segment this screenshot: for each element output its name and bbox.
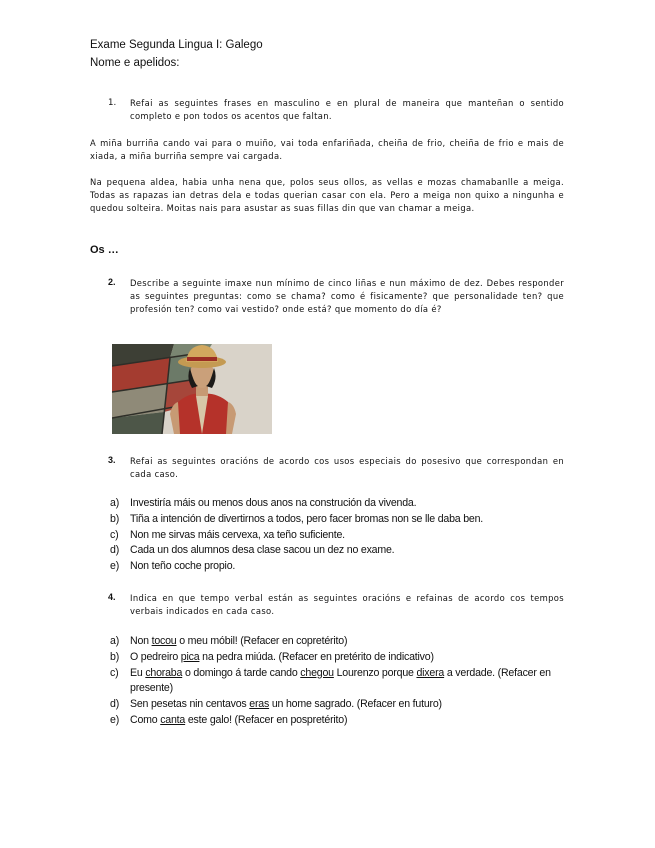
text-before: Non bbox=[130, 635, 152, 647]
underlined-verb: choraba bbox=[145, 666, 183, 679]
item-marker: d) bbox=[110, 544, 120, 557]
text-after: o meu móbil! (Refacer en copretérito) bbox=[176, 635, 348, 647]
item-marker: c) bbox=[110, 666, 119, 679]
list-item bbox=[110, 559, 566, 575]
underlined-verb: tocou bbox=[151, 635, 177, 647]
q1-answer-start: Os … bbox=[90, 244, 119, 256]
list-item bbox=[110, 666, 566, 698]
text-before: Sen pesetas nin centavos bbox=[130, 698, 250, 711]
item-text: Tiña a intención de divertirnos a todos, pero facer bromas non se lle daba ben. bbox=[130, 512, 484, 525]
underlined-verb: chegou bbox=[300, 666, 334, 679]
q4-sentence-list bbox=[110, 634, 566, 729]
item-text: Non me sirvas máis cervexa, xa teño suficiente. bbox=[130, 528, 345, 541]
q3-number: 3. bbox=[108, 455, 116, 465]
item-marker: c) bbox=[110, 528, 119, 541]
item-marker: a) bbox=[110, 497, 120, 509]
q4-instruction: Indica en que tempo verbal están as seguintes oracións e refainas de acordo cos tempos verbais indicados en cada caso. bbox=[130, 593, 564, 616]
item-marker: e) bbox=[110, 560, 120, 573]
q4-number: 4. bbox=[108, 592, 116, 602]
underlined-verb: eras bbox=[249, 698, 270, 711]
text-after: a verdade. (Refacer en presente) bbox=[130, 666, 551, 695]
exam-header bbox=[90, 36, 263, 72]
text-before: Como bbox=[130, 713, 161, 726]
text-after: este galo! (Refacer en pospretérito) bbox=[185, 713, 348, 726]
item-text: Investiría máis ou menos dous anos na construción da vivenda. bbox=[130, 497, 417, 509]
q2-number: 2. bbox=[108, 277, 116, 287]
q1-number: 1. bbox=[108, 98, 117, 108]
item-marker: e) bbox=[110, 713, 120, 726]
q2-instruction: Describe a seguinte imaxe nun mínimo de cinco liñas e nun máximo de dez. Debes responder as seguintes preguntas: como se chama? como é fisicamente? que personalidade ten? que profesión ten? como vai vestido? onde está? que momento do día é? bbox=[130, 278, 564, 314]
exam-title: Exame Segunda Lingua I: Galego bbox=[90, 39, 263, 51]
q3-instruction: Refai as seguintes oracións de acordo cos usos especiais do posesivo que correspondan en cada caso. bbox=[130, 456, 564, 479]
item-marker: b) bbox=[110, 512, 120, 525]
text-before: Eu bbox=[130, 666, 146, 679]
underlined-verb: dixera bbox=[416, 666, 445, 679]
item-marker: b) bbox=[110, 650, 120, 663]
q1-paragraph-2: Na pequena aldea, habia unha nena que, polos seus ollos, as vellas e mozas chamabanlle a meiga. Todas as rapazas ian detras dela e todas querian casar con ela. Pero a meiga non quixo a ningunha e quedou solteira. Moitas nais para asustar as suas fillas din que van chamar a meiga. bbox=[90, 177, 564, 213]
item-marker: d) bbox=[110, 698, 120, 711]
text-middle: o domingo á tarde cando bbox=[182, 666, 301, 679]
list-item bbox=[110, 634, 566, 650]
list-item bbox=[110, 697, 566, 713]
list-item bbox=[110, 650, 566, 666]
item-marker: a) bbox=[110, 635, 120, 647]
q1-paragraph-1: A miña burriña cando vai para o muiño, vai toda enfariñada, cheiña de frio, cheiña de frio e mais de xiada, a miña burriña sempre vai cargada. bbox=[90, 138, 564, 161]
q3-sentence-list bbox=[110, 496, 566, 575]
text-before: O pedreiro bbox=[130, 650, 181, 663]
q1-instruction: Refai as seguintes frases en masculino e en plural de maneira que manteñan o sentido completo e pon todos os acentos que faltan. bbox=[130, 98, 564, 121]
underlined-verb: canta bbox=[160, 713, 186, 726]
photo-person-straw-hat bbox=[112, 344, 272, 434]
list-item bbox=[110, 512, 566, 528]
text-after: na pedra miúda. (Refacer en pretérito de indicativo) bbox=[199, 650, 434, 663]
list-item bbox=[110, 543, 566, 559]
item-text: Cada un dos alumnos desa clase sacou un dez no exame. bbox=[130, 544, 395, 557]
underlined-verb: pica bbox=[180, 650, 200, 663]
item-text: Non teño coche propio. bbox=[130, 560, 236, 573]
text-middle: Lourenzo porque bbox=[333, 666, 417, 679]
text-after: un home sagrado. (Refacer en futuro) bbox=[269, 698, 442, 711]
name-label: Nome e apelidos: bbox=[90, 57, 180, 69]
list-item bbox=[110, 496, 566, 512]
list-item bbox=[110, 528, 566, 544]
list-item bbox=[110, 713, 566, 729]
